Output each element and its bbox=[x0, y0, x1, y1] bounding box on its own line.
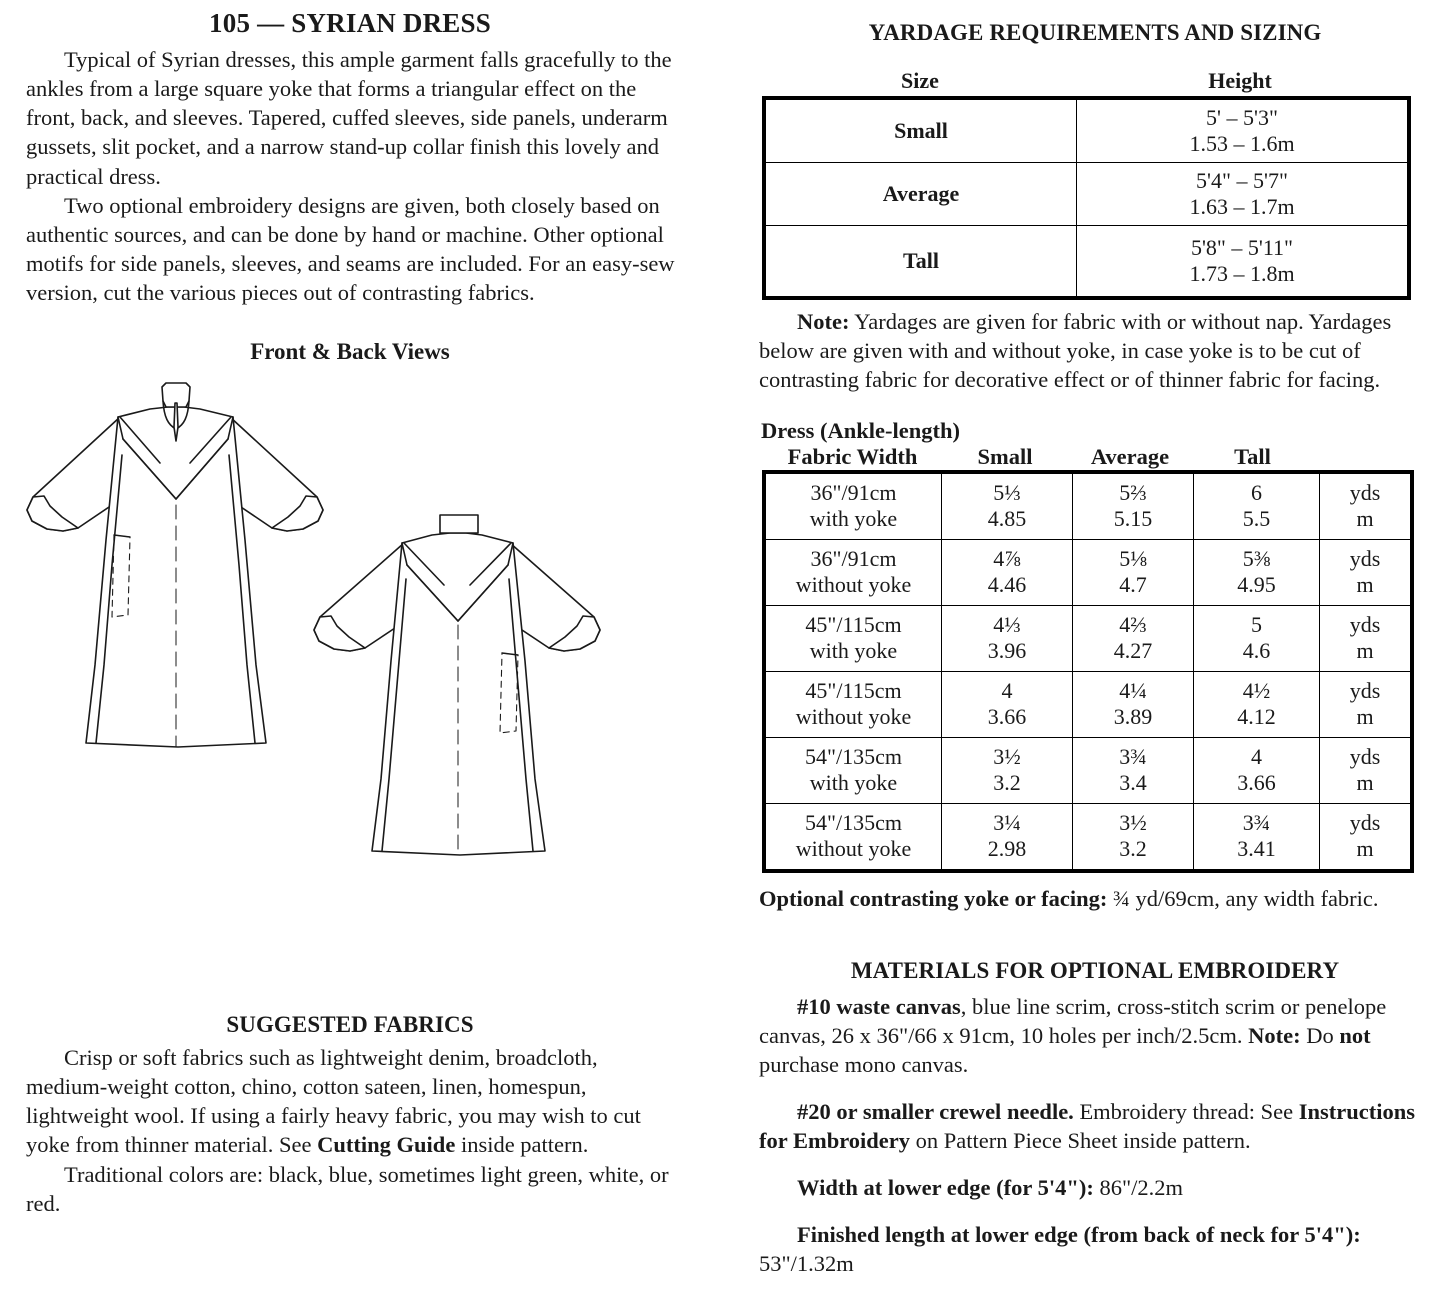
units-cell bbox=[1320, 474, 1411, 540]
yardage-heading-wrap bbox=[745, 0, 1445, 46]
sizing-col-height-label: Height bbox=[1208, 68, 1272, 93]
small-cell bbox=[942, 804, 1073, 870]
intro-paragraph-1: Typical of Syrian dresses, this ample garment falls gracefully to the ankles from a large square yoke that forms a triangular effect on the front, back, and sleeves. Tapered, cuffed sleeves, side panels, underarm gussets, slit pocket, and a narrow stand-up collar finish this lovely and practical dress. bbox=[26, 47, 672, 189]
unit-yards: yds bbox=[1349, 611, 1381, 637]
small-cell bbox=[942, 738, 1073, 804]
embroidery-materials-heading: MATERIALS FOR OPTIONAL EMBROIDERY bbox=[850, 957, 1340, 983]
canvas-note-not: not bbox=[1339, 1022, 1371, 1048]
small-cell bbox=[942, 474, 1073, 540]
units-cell bbox=[1320, 540, 1411, 606]
average-meters: 5.15 bbox=[1113, 506, 1153, 532]
finished-length-value: 53"/1.32m bbox=[759, 1251, 854, 1277]
intro-text-block bbox=[0, 39, 700, 307]
average-meters: 4.27 bbox=[1113, 638, 1153, 664]
average-yards: 3½ bbox=[1119, 809, 1147, 835]
sizing-size-small: Small bbox=[766, 100, 1077, 163]
unit-meters: m bbox=[1356, 572, 1374, 598]
unit-meters: m bbox=[1356, 704, 1374, 730]
yoke-option-value: without yoke bbox=[795, 704, 912, 730]
table-row bbox=[766, 226, 1408, 297]
fabric-width-value: 36"/91cm bbox=[810, 479, 897, 505]
tall-yards: 3¾ bbox=[1242, 809, 1271, 835]
small-yards: 3½ bbox=[993, 743, 1021, 769]
height-imperial: 5' – 5'3" bbox=[1206, 105, 1278, 131]
waste-canvas-text: , blue line scrim, cross-stitch scrim or penelope canvas, 26 x 36"/66 x 91cm, 10 holes per inch/2.5cm. bbox=[759, 993, 1387, 1048]
average-cell bbox=[1073, 804, 1194, 870]
unit-meters: m bbox=[1356, 770, 1374, 796]
finished-length-paragraph bbox=[759, 1220, 1419, 1278]
height-metric: 1.53 – 1.6m bbox=[1189, 131, 1295, 156]
embroidery-paragraph-1 bbox=[759, 992, 1419, 1079]
front-neck-slit bbox=[174, 403, 178, 441]
small-meters: 3.66 bbox=[987, 704, 1027, 730]
tall-cell bbox=[1194, 474, 1320, 540]
fabric-width-value: 36"/91cm bbox=[810, 545, 897, 571]
cutting-guide-ref: Cutting Guide bbox=[317, 1132, 456, 1158]
unit-yards: yds bbox=[1349, 545, 1381, 571]
yardage-table-wrap bbox=[745, 418, 1445, 870]
average-yards: 3¾ bbox=[1119, 743, 1147, 769]
height-metric: 1.63 – 1.7m bbox=[1189, 194, 1295, 219]
tall-meters: 4.12 bbox=[1237, 704, 1276, 730]
crewel-needle-text-b: on Pattern Piece Sheet inside pattern. bbox=[910, 1128, 1251, 1153]
tall-cell bbox=[1194, 672, 1320, 738]
fabric-width-cell bbox=[766, 804, 942, 870]
table-row bbox=[766, 474, 1411, 540]
back-view-figure bbox=[314, 515, 600, 855]
unit-yards: yds bbox=[1349, 743, 1381, 769]
canvas-note-b: purchase mono canvas. bbox=[759, 1051, 969, 1077]
waste-canvas-label: #10 waste canvas bbox=[797, 993, 961, 1019]
suggested-fabrics-section bbox=[0, 1012, 700, 1218]
back-collar-band bbox=[440, 515, 478, 533]
small-yards: 4⅞ bbox=[993, 545, 1021, 571]
small-cell bbox=[942, 606, 1073, 672]
fabric-width-value: 54"/135cm bbox=[805, 743, 902, 769]
yoke-option-value: with yoke bbox=[809, 638, 898, 664]
yardage-table-header bbox=[765, 444, 1405, 473]
unit-meters: m bbox=[1356, 836, 1374, 862]
sizing-size-tall: Tall bbox=[766, 226, 1077, 297]
fabric-width-cell bbox=[766, 738, 942, 804]
table-row bbox=[766, 540, 1411, 606]
suggested-fabrics-heading: SUGGESTED FABRICS bbox=[226, 1012, 474, 1037]
yoke-option-value: with yoke bbox=[809, 770, 898, 796]
optional-yoke-block bbox=[745, 870, 1445, 913]
sizing-size-average: Average bbox=[766, 163, 1077, 226]
average-cell bbox=[1073, 738, 1194, 804]
yoke-option-value: with yoke bbox=[809, 506, 898, 532]
embroidery-body bbox=[745, 984, 1445, 1279]
unit-yards: yds bbox=[1349, 809, 1381, 835]
yardage-col-average: Average bbox=[1090, 444, 1170, 470]
small-meters: 3.2 bbox=[993, 770, 1021, 796]
table-row bbox=[766, 804, 1411, 870]
yardage-col-units bbox=[1315, 444, 1405, 470]
average-meters: 3.89 bbox=[1113, 704, 1153, 730]
small-cell bbox=[942, 672, 1073, 738]
optional-yoke-label: Optional contrasting yoke or facing: bbox=[759, 886, 1108, 912]
average-cell bbox=[1073, 474, 1194, 540]
tall-meters: 5.5 bbox=[1242, 506, 1271, 532]
unit-yards: yds bbox=[1349, 677, 1381, 703]
yardage-col-small: Small bbox=[977, 444, 1033, 470]
small-cell bbox=[942, 540, 1073, 606]
unit-meters: m bbox=[1356, 638, 1374, 664]
yardage-requirements-heading: YARDAGE REQUIREMENTS AND SIZING bbox=[868, 20, 1322, 45]
fabric-width-value: 45"/115cm bbox=[805, 677, 902, 703]
average-cell bbox=[1073, 540, 1194, 606]
height-imperial: 5'4" – 5'7" bbox=[1196, 168, 1288, 194]
finished-length-label: Finished length at lower edge (from back of neck for 5'4"): bbox=[797, 1222, 1361, 1248]
small-yards: 5⅓ bbox=[993, 479, 1021, 505]
small-yards: 4 bbox=[1001, 677, 1013, 703]
average-meters: 3.4 bbox=[1119, 770, 1147, 796]
table-row bbox=[766, 606, 1411, 672]
dress-views-svg bbox=[0, 365, 700, 925]
front-view-figure bbox=[27, 383, 323, 747]
fabric-width-cell bbox=[766, 474, 942, 540]
crewel-needle-text-a: Embroidery thread: See bbox=[1073, 1098, 1299, 1124]
tall-yards: 4 bbox=[1251, 743, 1262, 769]
nap-note-paragraph bbox=[759, 307, 1415, 394]
height-imperial: 5'8" – 5'11" bbox=[1190, 235, 1294, 261]
yoke-option-value: without yoke bbox=[795, 572, 912, 598]
small-meters: 4.85 bbox=[987, 506, 1027, 532]
sizing-table-header bbox=[765, 68, 1405, 99]
yoke-option-value: without yoke bbox=[795, 836, 912, 862]
yardage-table bbox=[765, 473, 1411, 870]
average-cell bbox=[1073, 672, 1194, 738]
tall-meters: 3.41 bbox=[1237, 836, 1276, 862]
small-meters: 2.98 bbox=[987, 836, 1027, 862]
fabric-width-value: 45"/115cm bbox=[805, 611, 902, 637]
dress-illustration bbox=[0, 365, 700, 925]
average-meters: 4.7 bbox=[1119, 572, 1147, 598]
tall-cell bbox=[1194, 738, 1320, 804]
optional-yoke-value: ¾ yd/69cm, any width fabric. bbox=[1107, 886, 1379, 912]
sizing-height-average bbox=[1077, 163, 1408, 226]
small-yards: 4⅓ bbox=[993, 611, 1021, 637]
fabric-width-cell bbox=[766, 672, 942, 738]
dress-ankle-length-label: Dress (Ankle-length) bbox=[761, 418, 960, 444]
fabric-width-cell bbox=[766, 606, 942, 672]
units-cell bbox=[1320, 672, 1411, 738]
tall-meters: 4.6 bbox=[1242, 638, 1271, 664]
left-column bbox=[0, 0, 700, 1303]
width-lower-edge-label: Width at lower edge (for 5'4"): bbox=[797, 1175, 1094, 1201]
tall-yards: 5⅜ bbox=[1242, 545, 1271, 571]
fabrics-p1-text-b: inside pattern. bbox=[455, 1132, 589, 1158]
front-back-views-heading: Front & Back Views bbox=[250, 339, 450, 365]
yardage-col-tall: Tall bbox=[1234, 444, 1271, 470]
table-row bbox=[766, 163, 1408, 226]
sizing-height-tall bbox=[1077, 226, 1408, 297]
table-row bbox=[766, 672, 1411, 738]
width-lower-edge-value: 86"/2.2m bbox=[1093, 1175, 1184, 1201]
tall-cell bbox=[1194, 606, 1320, 672]
tall-cell bbox=[1194, 804, 1320, 870]
tall-yards: 6 bbox=[1251, 479, 1262, 505]
tall-meters: 4.95 bbox=[1237, 572, 1276, 598]
tall-meters: 3.66 bbox=[1237, 770, 1276, 796]
canvas-note-a: Do bbox=[1300, 1022, 1340, 1048]
sizing-height-small bbox=[1077, 100, 1408, 163]
yardage-col-fabric-width: Fabric Width bbox=[787, 444, 918, 470]
units-cell bbox=[1320, 606, 1411, 672]
note-body: Yardages are given for fabric with or without nap. Yardages below are given with and without yoke, in case yoke is to be cut of contrasting fabric for decorative effect or of thinner fabric for facing. bbox=[759, 309, 1392, 393]
intro-paragraph-2: Two optional embroidery designs are given, both closely based on authentic sources, and can be done by hand or machine. Other optional motifs for side panels, sleeves, and seams are included. For an easy-sew version, cut the various pieces out of contrasting fabrics. bbox=[26, 192, 675, 305]
tall-cell bbox=[1194, 540, 1320, 606]
average-meters: 3.2 bbox=[1119, 836, 1147, 862]
average-yards: 4¼ bbox=[1119, 677, 1147, 703]
average-yards: 5⅛ bbox=[1119, 545, 1147, 571]
average-yards: 4⅔ bbox=[1119, 611, 1147, 637]
sizing-col-size-label: Size bbox=[901, 68, 939, 93]
height-metric: 1.73 – 1.8m bbox=[1189, 261, 1295, 286]
units-cell bbox=[1320, 738, 1411, 804]
average-cell bbox=[1073, 606, 1194, 672]
unit-meters: m bbox=[1356, 506, 1374, 532]
tall-yards: 4½ bbox=[1242, 677, 1271, 703]
embroidery-paragraph-2 bbox=[759, 1097, 1419, 1155]
fabric-width-cell bbox=[766, 540, 942, 606]
right-column bbox=[745, 0, 1445, 1303]
crewel-needle-label: #20 or smaller crewel needle. bbox=[797, 1098, 1074, 1124]
suggested-fabrics-body bbox=[0, 1038, 700, 1218]
small-meters: 3.96 bbox=[987, 638, 1027, 664]
fabrics-paragraph-1 bbox=[26, 1043, 672, 1160]
fabric-width-value: 54"/135cm bbox=[805, 809, 902, 835]
nap-note-block bbox=[745, 297, 1445, 394]
page-title: 105 — SYRIAN DRESS bbox=[209, 8, 491, 38]
fabrics-p1-text-a: Crisp or soft fabrics such as lightweight denim, broadcloth, medium-weight cotton, chino, cotton sateen, linen, homespun, lightweight wool. If using a fairly heavy fabric, you may wish to cut yoke from thinner material. See bbox=[26, 1045, 641, 1158]
note-label: Note: bbox=[797, 309, 850, 334]
average-yards: 5⅔ bbox=[1119, 479, 1147, 505]
width-lower-edge-paragraph bbox=[759, 1173, 1419, 1202]
embroidery-heading-wrap bbox=[745, 958, 1445, 984]
canvas-note-label: Note: bbox=[1248, 1022, 1301, 1048]
instructions-embroidery-ref: Instructions for Embroidery bbox=[759, 1098, 1416, 1153]
sizing-table bbox=[765, 99, 1408, 297]
table-row bbox=[766, 100, 1408, 163]
small-yards: 3¼ bbox=[993, 809, 1021, 835]
views-heading-wrap bbox=[0, 339, 700, 365]
optional-yoke-paragraph bbox=[759, 884, 1415, 913]
units-cell bbox=[1320, 804, 1411, 870]
fabrics-paragraph-2: Traditional colors are: black, blue, sometimes light green, white, or red. bbox=[26, 1161, 669, 1216]
unit-yards: yds bbox=[1349, 479, 1381, 505]
small-meters: 4.46 bbox=[987, 572, 1027, 598]
table-row bbox=[766, 738, 1411, 804]
sizing-table-wrap bbox=[745, 68, 1445, 297]
tall-yards: 5 bbox=[1251, 611, 1262, 637]
